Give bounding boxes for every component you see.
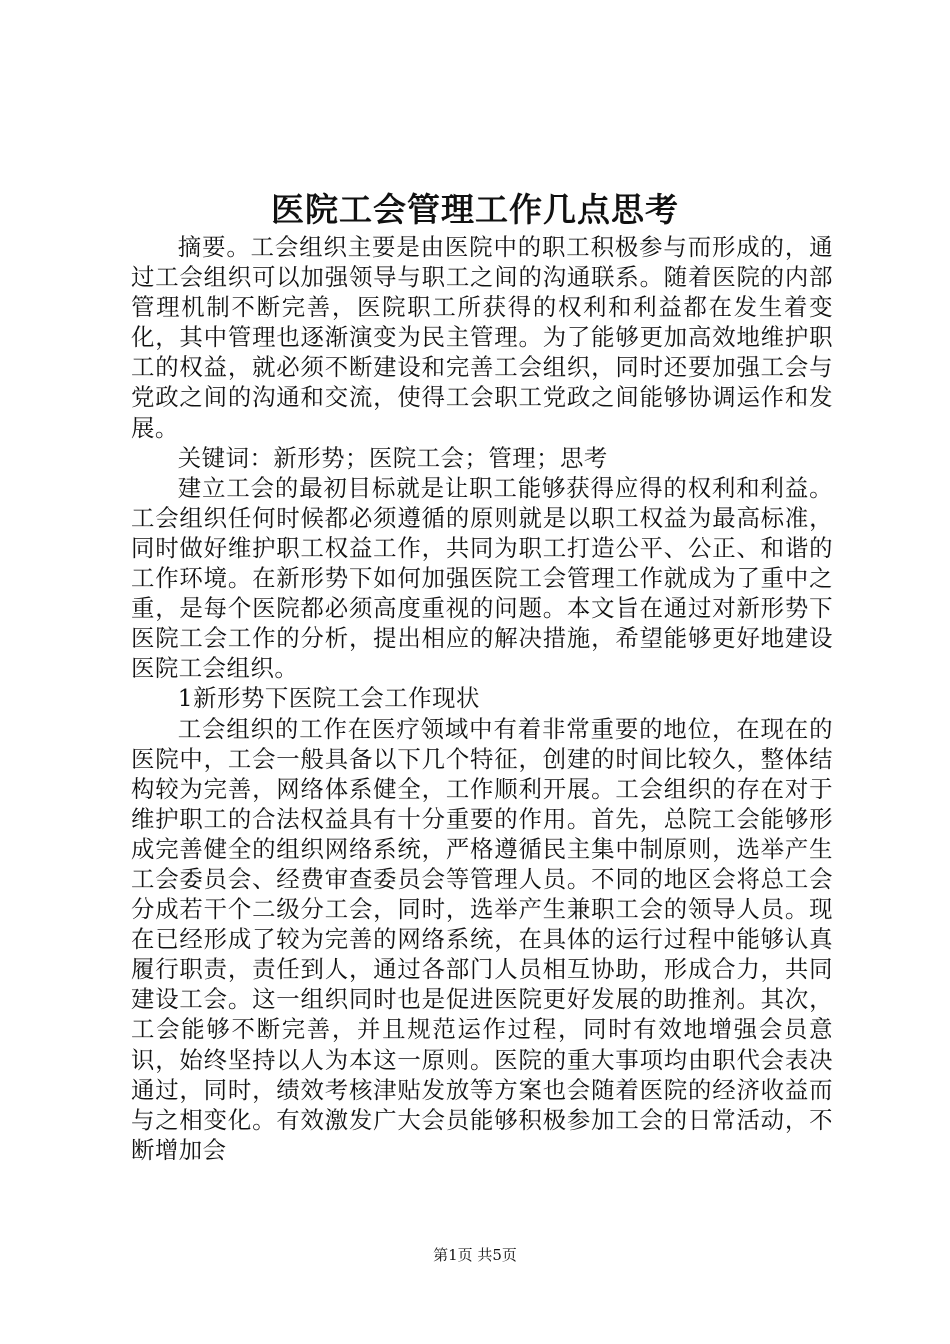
intro-paragraph: 建立工会的最初目标就是让职工能够获得应得的权利和利益。工会组织任何时候都必须遵循的原则就是以职工权益为最高标准，同时做好维护职工权益工作，共同为职工打造公平、公正、和谐的工作环境。在新形势下如何加强医院工会管理工作就成为了重中之重，是每个医院都必须高度重视的问题。本文旨在通过对新形势下医院工会工作的分析，提出相应的解决措施，希望能够更好地建设医院工会组织。	[131, 473, 833, 683]
document-body	[131, 232, 833, 1165]
page-footer: 第1页 共5页	[433, 1246, 517, 1264]
document-title: 医院工会管理工作几点思考	[271, 190, 679, 229]
section-heading: 1新形势下医院工会工作现状	[177, 684, 480, 713]
keywords-paragraph: 关键词：新形势；医院工会；管理；思考	[177, 443, 608, 472]
abstract-paragraph: 摘要。工会组织主要是由医院中的职工积极参与而形成的，通过工会组织可以加强领导与职工之间的沟通联系。随着医院的内部管理机制不断完善，医院职工所获得的权利和利益都在发生着变化，其中管理也逐渐演变为民主管理。为了能够更加高效地维护职工的权益，就必须不断建设和完善工会组织，同时还要加强工会与党政之间的沟通和交流，使得工会职工党政之间能够协调运作和发展。	[131, 233, 833, 442]
section-paragraph: 工会组织的工作在医疗领域中有着非常重要的地位，在现在的医院中，工会一般具备以下几个特征，创建的时间比较久，整体结构较为完善，网络体系健全，工作顺利开展。工会组织的存在对于维护职工的合法权益具有十分重要的作用。首先，总院工会能够形成完善健全的组织网络系统，严格遵循民主集中制原则，选举产生工会委员会、经费审查委员会等管理人员。不同的地区会将总工会分成若干个二级分工会，同时，选举产生兼职工会的领导人员。现在已经形成了较为完善的网络系统，在具体的运行过程中能够认真履行职责，责任到人，通过各部门人员相互协助，形成合力，共同建设工会。这一组织同时也是促进医院更好发展的助推剂。其次，工会能够不断完善，并且规范运作过程，同时有效地增强会员意识，始终坚持以人为本这一原则。医院的重大事项均由职代会表决通过，同时，绩效考核津贴发放等方案也会随着医院的经济收益而与之相变化。有效激发广大会员能够积极参加工会的日常活动，不断增加会	[131, 714, 833, 1164]
